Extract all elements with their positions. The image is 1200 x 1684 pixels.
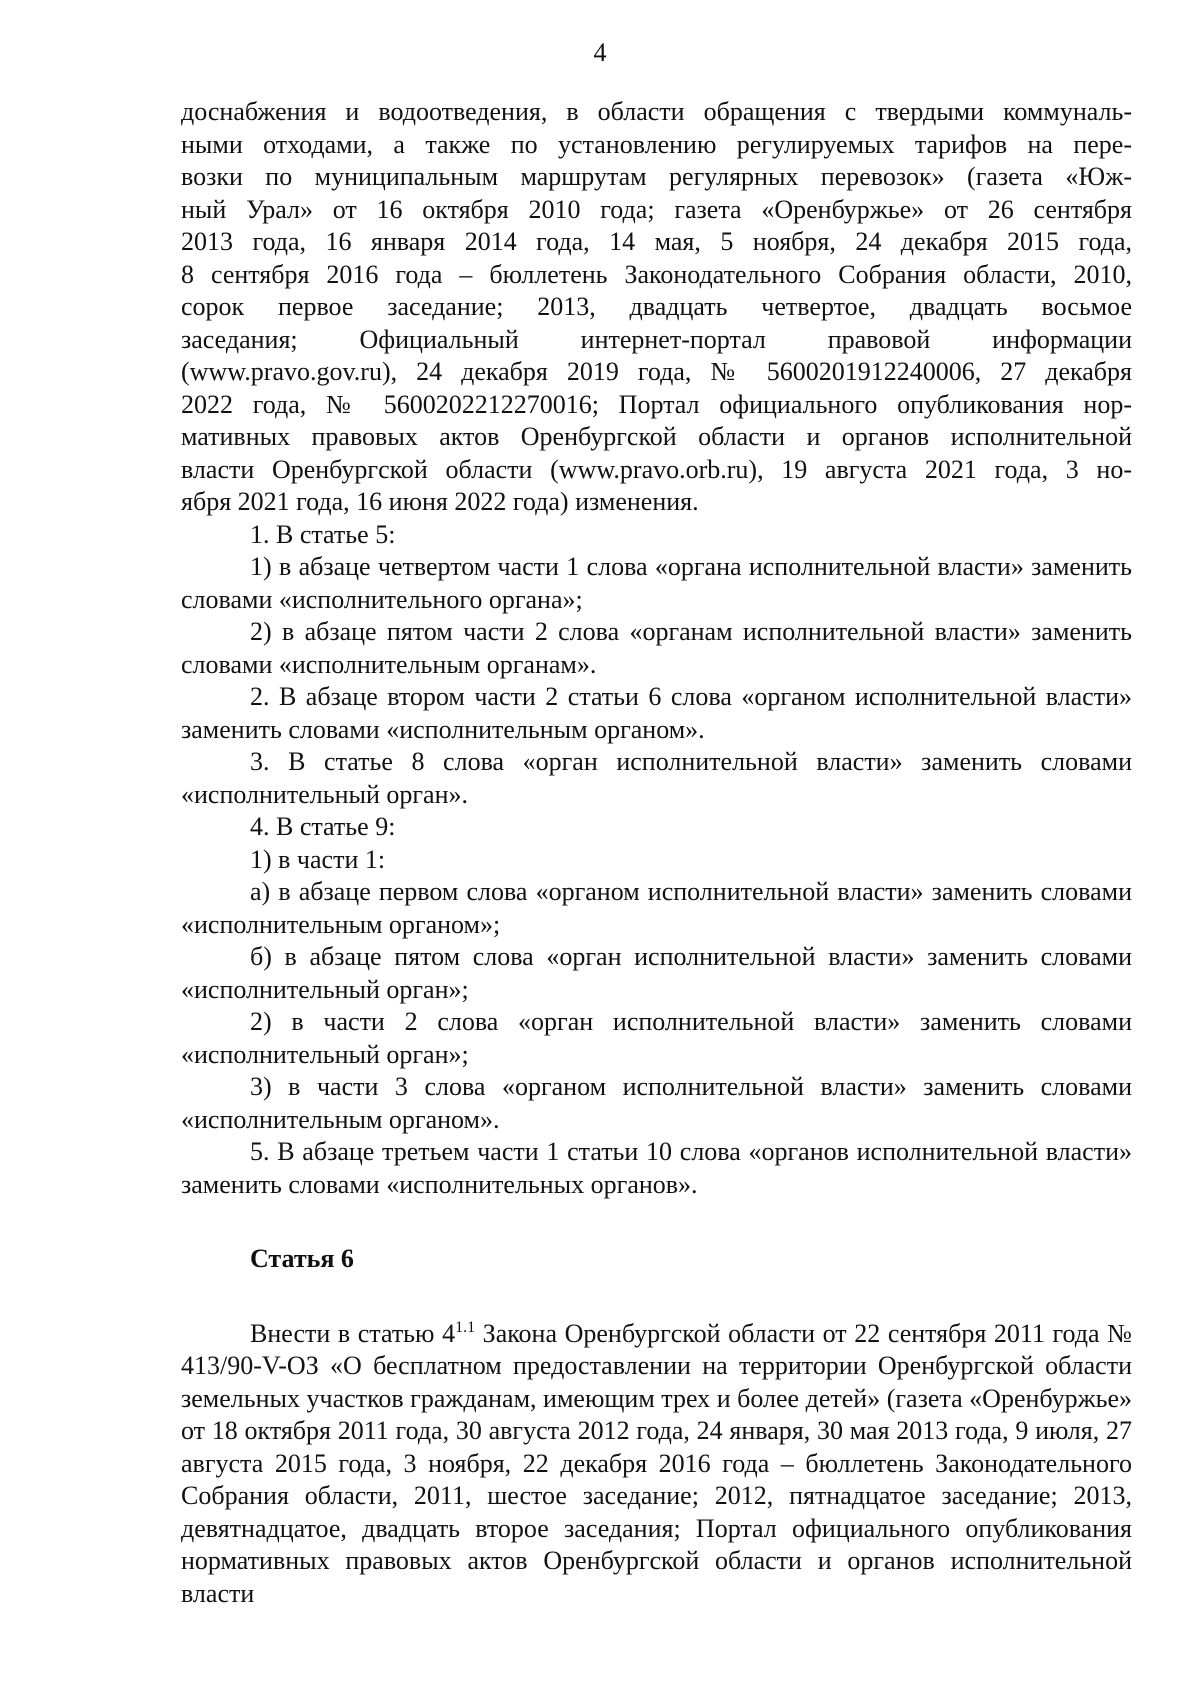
intro-line: власти Оренбургской области (www.pravo.orb.ru), 19 августа 2021 года, 3 но- xyxy=(181,454,1132,484)
intro-line: возки по муниципальным маршрутам регулярных перевозок» (газета «Юж- xyxy=(181,162,1132,191)
amendment-item: 1. В статье 5: xyxy=(250,519,396,549)
article-6-text: Закона Оренбургской области от 22 сентября 2011 года № 413/90-V-ОЗ «О бесплатном предоставлении на территории Оренбургской области земельных участков гражданам, имеющим трех и более детей» (газета «Оренбуржье» от 18 октября 2011 года, 30 августа 2012 года, 24 января, 30 мая 2013 года, 9 июля, 27 августа 2015 года, 3 ноября, 22 декабря 2016 года – бюллетень Законодательного Собрания области, 2011, шестое заседание; 2012, пятнадцатое заседание; 2013, девятнадцатое, двадцать второе заседания; Портал официального опубликования нормативных правовых актов Оренбургской области и органов исполнительной власти xyxy=(181,1318,1132,1608)
intro-line: доснабжения и водоотведения, в области обращения с твердыми коммуналь- xyxy=(181,97,1132,126)
intro-line: 2013 года, 16 января 2014 года, 14 мая, 5 ноября, 24 декабря 2015 года, xyxy=(181,227,1132,256)
amendment-item: 2. В абзаце втором части 2 статьи 6 слова «органом исполнительной власти» заменить словами «исполнительным органом». xyxy=(181,682,1132,744)
amendment-item: 1) в абзаце четвертом части 1 слова «органа исполнительной власти» заменить словами «исполнительного органа»; xyxy=(181,552,1132,614)
intro-line: ября 2021 года, 16 июня 2022 года) изменения. xyxy=(181,487,699,516)
article-heading: Статья 6 xyxy=(250,1244,354,1273)
document-body xyxy=(181,96,1132,1610)
page-number: 4 xyxy=(593,38,607,67)
intro-line: 2022 года, № 5600202212270016; Портал официального опубликования нор- xyxy=(181,389,1132,419)
intro-line: (www.pravo.gov.ru), 24 декабря 2019 года, № 5600201912240006, 27 декабря xyxy=(181,357,1132,386)
amendment-item: 2) в части 2 слова «орган исполнительной власти» заменить словами «исполнительный орган»; xyxy=(181,1007,1132,1069)
intro-paragraph xyxy=(181,96,1132,519)
intro-line: 8 сентября 2016 года – бюллетень Законодательного Собрания области, 2010, xyxy=(181,259,1132,289)
article-6-paragraph xyxy=(181,1318,1132,1611)
intro-line: заседания; Официальный интернет-портал правовой информации xyxy=(181,324,1132,354)
amendment-item: 3. В статье 8 слова «орган исполнительной власти» заменить словами «исполнительный орган». xyxy=(181,747,1132,809)
amendment-item: 2) в абзаце пятом части 2 слова «органам исполнительной власти» заменить словами «исполнительным органам». xyxy=(181,617,1132,679)
intro-line: мативных правовых актов Оренбургской области и органов исполнительной xyxy=(181,422,1132,451)
amendment-item: 1) в части 1: xyxy=(250,844,386,874)
amendment-item: б) в абзаце пятом слова «орган исполнительной власти» заменить словами «исполнительный орган»; xyxy=(181,942,1132,1004)
intro-line: ными отходами, а также по установлению регулируемых тарифов на пере- xyxy=(181,129,1132,159)
amendment-item: 5. В абзаце третьем части 1 статьи 10 слова «органов исполнительной власти» заменить словами «исполнительных органов». xyxy=(181,1137,1132,1199)
intro-line: ный Урал» от 16 октября 2010 года; газета «Оренбуржье» от 26 сентября xyxy=(181,194,1132,224)
intro-line: сорок первое заседание; 2013, двадцать четвертое, двадцать восьмое xyxy=(181,292,1132,321)
article-superscript: 1.1 xyxy=(455,1318,476,1336)
article-6-lead: Внести в статью 4 xyxy=(250,1318,456,1348)
amendment-item: 3) в части 3 слова «органом исполнительной власти» заменить словами «исполнительным органом». xyxy=(181,1072,1132,1134)
amendment-item: 4. В статье 9: xyxy=(250,812,396,841)
amendment-item: а) в абзаце первом слова «органом исполнительной власти» заменить словами «исполнительным органом»; xyxy=(181,877,1132,939)
